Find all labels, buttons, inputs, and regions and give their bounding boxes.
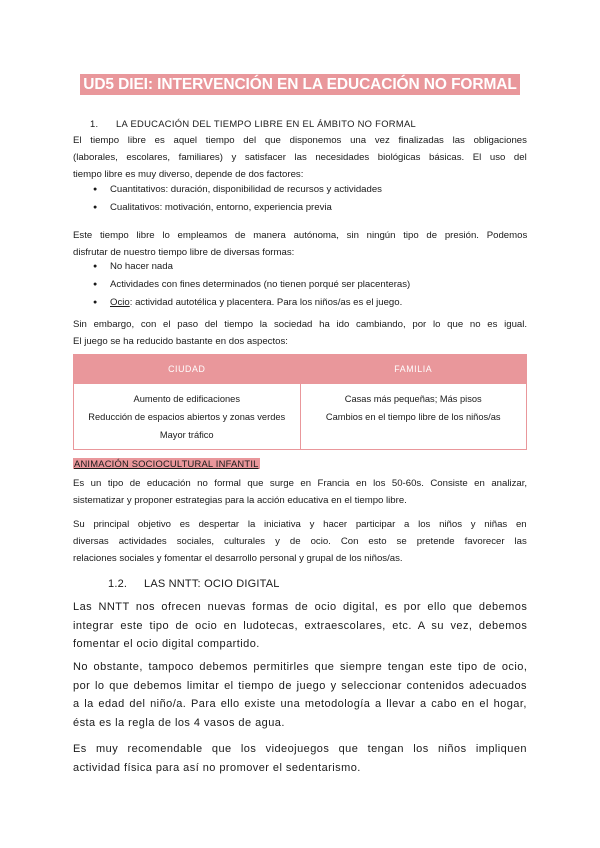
list-item: ● Actividades con fines determinados (no tienen porqué ser placenteras) [93, 276, 410, 294]
factors-list [93, 181, 382, 217]
section-title: LAS NNTT: OCIO DIGITAL [144, 578, 280, 590]
document-title: UD5 DIEI: INTERVENCIÓN EN LA EDUCACIÓN NO FORMAL [80, 74, 520, 95]
cell-line: Aumento de edificaciones [133, 394, 240, 404]
cell-line: Casas más pequeñas; Más pisos [344, 394, 482, 404]
paragraph-sin-embargo [73, 316, 527, 350]
paragraph-nntt [73, 598, 527, 654]
table-header-ciudad: CIUDAD [74, 355, 301, 384]
table-cell-familia [300, 384, 527, 450]
text-line: actividad física para así no promover el sedentarismo. [73, 761, 361, 774]
text-line: a la edad del niño/a. Para ello existe una metodología a llevar a cabo en el hogar, [73, 698, 527, 710]
text-line: (laborales, escolares, familiares) y satisfacer las necesidades biológicas básicas. El uso del [73, 152, 527, 163]
list-item: ● No hacer nada [93, 258, 410, 276]
section-title: ANIMACIÓN SOCIOCULTURAL INFANTIL [74, 458, 259, 469]
list-item [93, 294, 410, 312]
paragraph-no-obstante [73, 658, 527, 732]
paragraph-videojuegos [73, 740, 527, 777]
paragraph-asc-objetivo [73, 516, 527, 567]
table-row [74, 384, 527, 450]
text-line: por lo que debemos limitar el tiempo de juego y seleccionar contenidos adecuados [73, 679, 527, 692]
text-line: Las NNTT nos ofrecen nuevas formas de ocio digital, es por ello que debemos [73, 601, 528, 613]
list-item: ● Cuantitativos: duración, disponibilidad de recursos y actividades [93, 181, 382, 199]
section-number: 1.2. [108, 578, 128, 590]
text-line: relaciones sociales y fomentar el desarrollo personal y grupal de los niños/as. [73, 553, 403, 564]
term-definition: : actividad autotélica y placentera. Para los niños/as es el juego. [129, 297, 403, 308]
text-line: integrar este tipo de ocio en ludotecas, extraescolares, etc. A su vez, debemos [73, 619, 528, 632]
title-wrapper [0, 74, 600, 95]
text-line: fomentar el ocio digital compartido. [73, 638, 260, 650]
text-line: Es muy recomendable que los videojuegos que tengan los niños impliquen [73, 743, 527, 755]
aspects-table [73, 354, 527, 450]
text-line: Es un tipo de educación no formal que surge en Francia en los 50-60s. Consiste en analizar, [73, 478, 528, 489]
text-line: Su principal objetivo es despertar la iniciativa y hacer participar a los niños y niñas en [73, 519, 527, 530]
paragraph-asc-definicion [73, 475, 527, 509]
list-item: ● Cualitativos: motivación, entorno, experiencia previa [93, 199, 382, 217]
text-line: El tiempo libre es aquel tiempo del que disponemos una vez finalizadas las obligaciones [73, 135, 527, 146]
text-line: sistematizar y proponer estrategias para la acción educativa en el tiempo libre. [73, 495, 407, 506]
text-line: ésta es la regla de los 4 vasos de agua. [73, 716, 285, 729]
text-line: Este tiempo libre lo empleamos de manera autónoma, sin ningún tipo de presión. Podemos [73, 230, 528, 241]
table-header-row [74, 355, 527, 384]
term-ocio: Ocio [110, 297, 130, 308]
section-number: 1. [90, 118, 99, 129]
section-heading-asc [73, 458, 260, 469]
text-line: tiempo libre es muy diverso, depende de dos factores: [73, 169, 304, 180]
cell-line: Mayor tráfico [159, 430, 214, 440]
text-line: diversas actividades sociales, culturales y de ocio. Con esto se pretende favorecer las [73, 536, 527, 547]
section-heading-1 [90, 118, 416, 129]
text-line: El juego se ha reducido bastante en dos aspectos: [73, 336, 288, 347]
forms-list [93, 258, 410, 312]
table-header-familia: FAMILIA [300, 355, 527, 384]
text-line: Sin embargo, con el paso del tiempo la sociedad ha ido cambiando, por lo que no es igual. [73, 319, 528, 330]
section-title: LA EDUCACIÓN DEL TIEMPO LIBRE EN EL ÁMBITO NO FORMAL [116, 118, 417, 129]
cell-line: Reducción de espacios abiertos y zonas verdes [88, 412, 286, 422]
text-line: No obstante, tampoco debemos permitirles que siempre tengan este tipo de ocio, [73, 661, 528, 673]
section-heading-1-2 [108, 578, 280, 590]
text-line: disfrutar de nuestro tiempo libre de diversas formas: [73, 247, 295, 258]
paragraph-autonomia [73, 227, 527, 261]
table-cell-ciudad [74, 384, 301, 450]
paragraph-tiempo-libre [73, 132, 527, 183]
cell-line: Cambios en el tiempo libre de los niños/as [325, 412, 501, 422]
